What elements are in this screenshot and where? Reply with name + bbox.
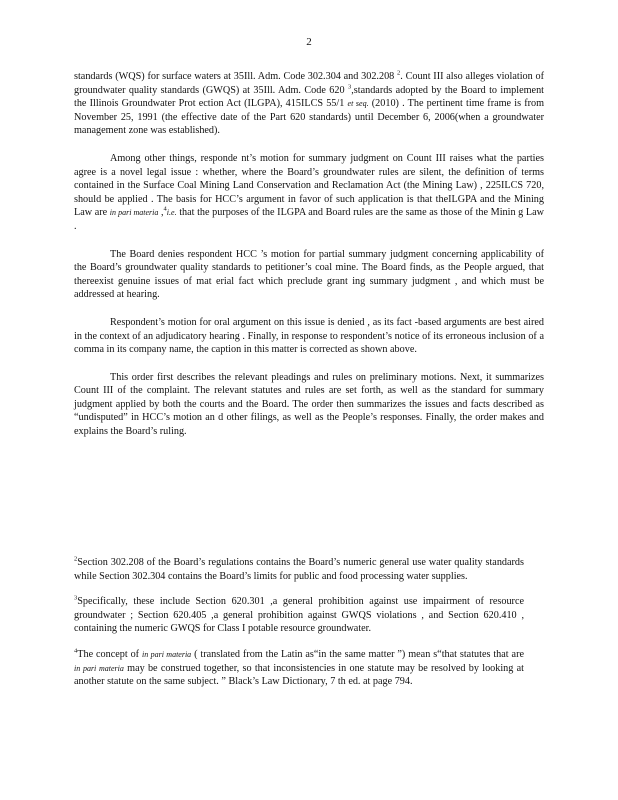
text-run: that the purposes of the ILGPA and Board rules are the same as those of the Minin g Law . [74,207,544,232]
paragraph-order-outline [74,371,544,439]
body-text [74,70,544,453]
text-run: ( translated from the Latin as“in the same matter ”) mean s“that statutes that are [191,648,524,660]
footnote-marker: 2 [397,69,401,77]
footnote-marker: 2 [74,555,78,563]
footnote-4 [74,648,524,689]
italic-text: in pari materia [109,208,159,218]
page-number: 2 [306,36,312,48]
text-run: Specifically, these include Section 620.301 ,a general prohibition against use impairment of resource groundwater ; Section 620.405 ,a general prohibition against GWQS violations , and Section 620.410 , containing the numeric GWQS for Class I potable resource groundwater. [74,596,524,635]
text-run: This order first describes the relevant pleadings and rules on preliminary motions. Next, it summarizes Count III of the complaint. The relevant statutes and rules are set forth, as well as the standard for summary judgment applied by both the courts and the Board. The order then summarizes the issues and facts described as “undisputed” in HCC’s motion an d other filings, as well as the People’s responses. Finally, the order makes and explains the Board’s ruling. [74,371,544,438]
text-run: The concept of [77,648,142,660]
text-run: The Board denies respondent HCC ’s motion for partial summary judgment concerning applicability of the Board’s groundwater quality standards to petitioner’s coal mine. The Board finds, as the People argued, that thereexist genuine issues of mat erial fact which preclude grant ing summary judgment , and which must be addressed at hearing. [74,248,544,301]
text-run: Among other things, responde nt’s motion for summary judgment on Count III raises what the parties agree is a novel legal issue : whether, where the Board’s groundwater rules are silent, the definition of terms contained in the Surface Coal Mining Land Conservation and Reclamation Act (the Mining Law) , 225ILCS 720, should be applied . The basis for HCC’s argument in favor of such application is that theILGPA and the Mining Law are [74,152,544,219]
text-run: (2010) . The pertinent time frame is from November 25, 1991 (the effective date of the Part 620 standards) until December 6, 2006(when a groundwater management zone was established). [74,98,545,137]
text-run: may be construed together, so that inconsistencies in one statute may be resolved by looking at another statute on the same subject. ” Black’s Law Dictionary, 7 th ed. at page 794. [74,662,524,688]
paragraph-board-denies-motion [74,248,544,302]
footnotes [74,556,524,701]
footnote-marker: 4 [74,647,78,655]
footnote-3 [74,595,524,636]
paragraph-count-iii-standards [74,70,544,138]
italic-text: i.e. [166,208,177,218]
paragraph-oral-argument [74,316,544,357]
footnote-marker: 4 [163,205,167,213]
footnote-marker: 3 [348,83,352,91]
text-run: . Count III also alleges violation of groundwater quality standards (GWQS) at 35Ill. Adm. Code 620 [74,71,544,96]
text-run: standards (WQS) for surface waters at 35Ill. Adm. Code 302.304 and 302.208 [74,71,398,82]
italic-text: et seq. [347,99,369,109]
text-run: Respondent’s motion for oral argument on this issue is denied , as its fact -based arguments are best aired in the context of an adjudicatory hearing . Finally, in response to respondent’s notice of its erroneous inclusion of a comma in its company name, the caption in this matter is corrected as shown above. [74,316,544,356]
paragraph-novel-legal-issue [74,152,544,234]
text-run: Section 302.208 of the Board’s regulations contains the Board’s numeric general use water quality standards while Section 302.304 contains the Board’s limits for public and food processing water supplies. [74,557,524,582]
italic-text: in pari materia [142,649,192,659]
footnote-2 [74,556,524,583]
text-run: ,standards adopted by the Board to implement the Illinois Groundwater Prot ection Act (ILGPA), 415ILCS 55/1 [74,84,544,110]
italic-text: in pari materia [74,663,124,673]
text-run: , [158,207,164,219]
footnote-marker: 3 [74,594,78,602]
